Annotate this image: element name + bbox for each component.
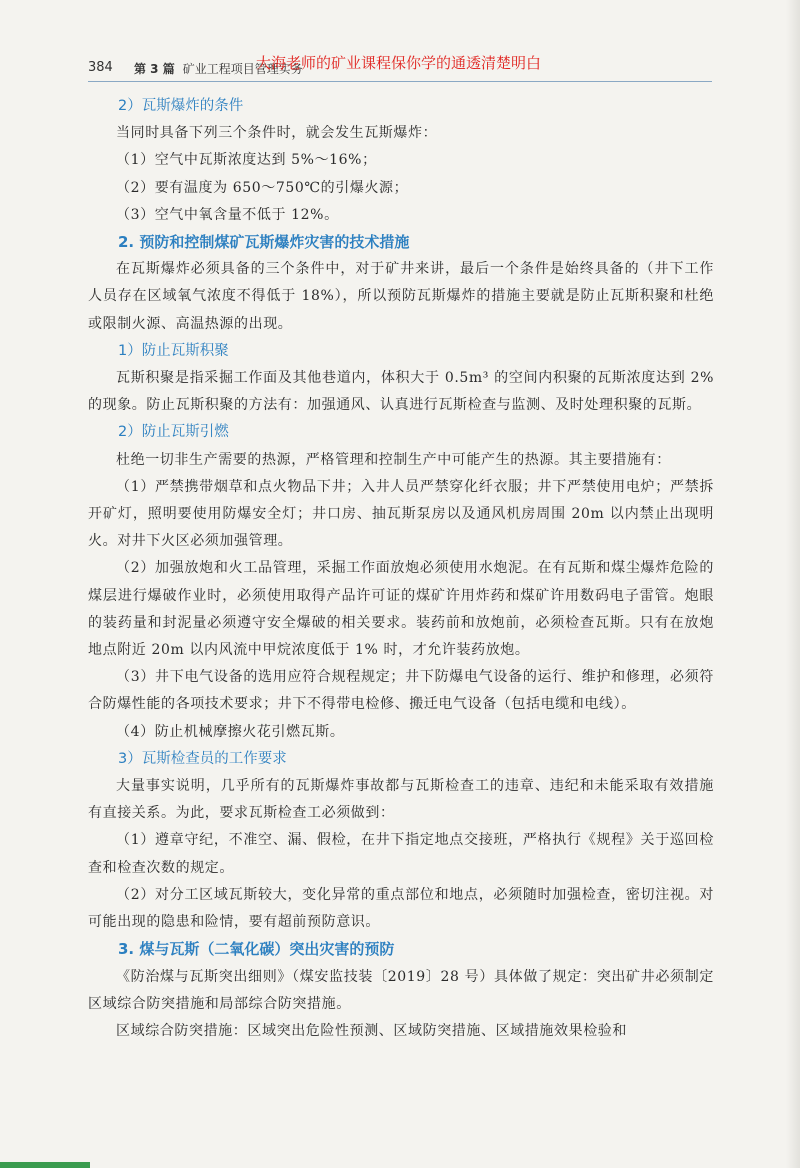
page-number: 384 xyxy=(88,60,113,75)
paragraph: 杜绝一切非生产需要的热源，严格管理和控制生产中可能产生的热源。其主要措施有： xyxy=(116,451,671,468)
paragraph: 瓦斯积聚是指采掘工作面及其他巷道内，体积大于 0.5m³ 的空间内积聚的瓦斯浓度达到 2% 的现象。防止瓦斯积聚的方法有：加强通风、认真进行瓦斯检查与监测、及时处理积聚的瓦斯。 xyxy=(88,370,714,414)
paragraph: （1）空气中瓦斯浓度达到 5%～16%； xyxy=(116,152,377,169)
section-title: 矿业工程项目管理实务 xyxy=(182,62,303,76)
part-label: 第 3 篇 xyxy=(134,62,175,76)
paragraph: （1）严禁携带烟草和点火物品下井；入井人员严禁穿化纤衣服；井下严禁使用电炉；严禁拆开矿灯，照明要使用防爆安全灯；井口房、抽瓦斯泵房以及通风机房周围 20m 以内禁止出现明火。对井下火区必须加强管理。 xyxy=(88,478,714,550)
section-heading: 2. 预防和控制煤矿瓦斯爆炸灾害的技术措施 xyxy=(118,233,410,252)
paragraph: （2）加强放炮和火工品管理，采掘工作面放炮必须使用水炮泥。在有瓦斯和煤尘爆炸危险的煤层进行爆破作业时，必须使用取得产品许可证的煤矿许用炸药和煤矿许用数码电子雷管。炮眼的装药量和封泥量必须遵守安全爆破的相关要求。装药前和放炮前，必须检查瓦斯。只有在放炮地点附近 20m 以内风流中甲烷浓度低于 1% 时，才允许装药放炮。 xyxy=(88,560,714,659)
subsection-heading: 1）防止瓦斯积聚 xyxy=(118,342,229,359)
paragraph: （1）遵章守纪，不准空、漏、假检，在井下指定地点交接班，严格执行《规程》关于巡回检查和检查次数的规定。 xyxy=(88,832,714,876)
header-rule xyxy=(88,81,712,82)
paragraph: 在瓦斯爆炸必须具备的三个条件中，对于矿井来讲，最后一个条件是始终具备的（井下工作人员存在区域氧气浓度不得低于 18%），所以预防瓦斯爆炸的措施主要就是防止瓦斯积聚和杜绝或限制火源、高温热源的出现。 xyxy=(88,261,714,332)
paragraph: 《防治煤与瓦斯突出细则》（煤安监技装〔2019〕28 号）具体做了规定：突出矿井必须制定区域综合防突措施和局部综合防突措施。 xyxy=(88,968,714,1012)
footer-color-mark xyxy=(0,1162,90,1168)
page-header xyxy=(88,50,712,80)
subsection-heading: 2）防止瓦斯引燃 xyxy=(118,424,229,441)
paragraph: 区域综合防突措施：区域突出危险性预测、区域防突措施、区域措施效果检验和 xyxy=(116,1022,627,1039)
page-body xyxy=(88,93,714,1045)
paragraph: 当同时具备下列三个条件时，就会发生瓦斯爆炸： xyxy=(116,125,438,142)
paragraph: （4）防止机械摩擦火花引燃瓦斯。 xyxy=(116,723,345,740)
subsection-heading: 2）瓦斯爆炸的条件 xyxy=(118,98,244,114)
subsection-heading: 3）瓦斯检查员的工作要求 xyxy=(118,750,287,767)
watermark-text: 大海老师的矿业课程保你学的通透清楚明白 xyxy=(256,54,542,72)
section-heading: 3. 煤与瓦斯（二氧化碳）突出灾害的预防 xyxy=(118,940,395,959)
paragraph: （3）空气中氧含量不低于 12%。 xyxy=(116,206,339,223)
paragraph: （2）对分工区域瓦斯较大，变化异常的重点部位和地点，必须随时加强检查，密切注视。对可能出现的隐患和险情，要有超前预防意识。 xyxy=(88,886,714,931)
paragraph: 大量事实说明，几乎所有的瓦斯爆炸事故都与瓦斯检查工的违章、违纪和未能采取有效措施有直接关系。为此，要求瓦斯检查工必须做到： xyxy=(88,778,714,822)
paragraph: （3）井下电气设备的选用应符合规程规定；井下防爆电气设备的运行、维护和修理，必须符合防爆性能的各项技术要求；井下不得带电检修、搬迁电气设备（包括电缆和电线）。 xyxy=(88,669,714,713)
page-edge xyxy=(786,0,800,1168)
paragraph: （2）要有温度为 650～750℃的引爆火源； xyxy=(116,179,409,196)
